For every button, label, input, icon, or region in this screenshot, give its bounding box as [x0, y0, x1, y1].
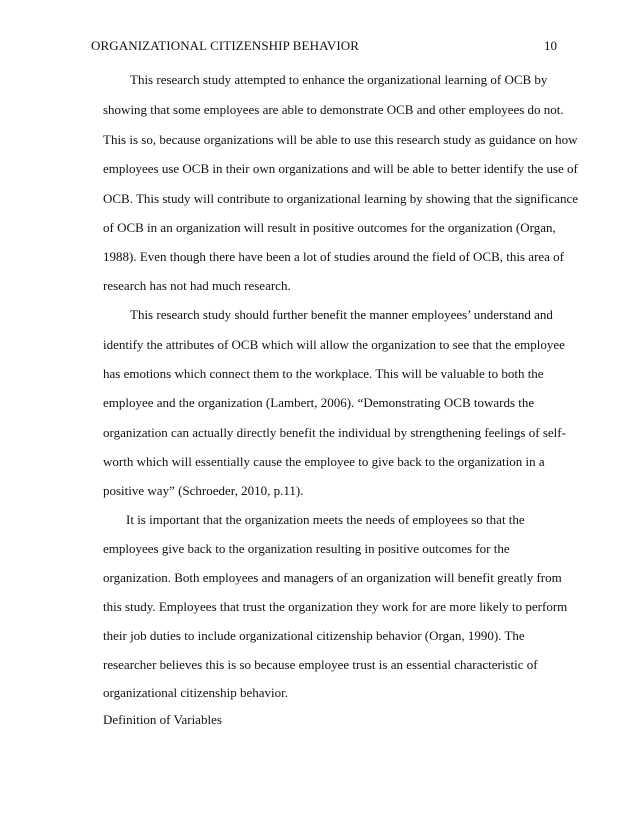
running-head: ORGANIZATIONAL CITIZENSHIP BEHAVIOR: [91, 38, 360, 53]
paragraph-3-line-2: employees give back to the organization resulting in positive outcomes for the: [103, 541, 510, 556]
section-heading: Definition of Variables: [103, 712, 222, 727]
paragraph-3-line-5: their job duties to include organizational citizenship behavior (Organ, 1990). The: [103, 628, 525, 643]
paragraph-1-line-3: This is so, because organizations will be able to use this research study as guidance on how: [103, 132, 578, 147]
paragraph-1-line-5: OCB. This study will contribute to organizational learning by showing that the significance: [103, 191, 579, 206]
paragraph-3-line-4: this study. Employees that trust the organization they work for are more likely to perform: [103, 599, 568, 614]
paragraph-2-line-5: organization can actually directly benefit the individual by strengthening feelings of self-: [103, 425, 566, 440]
paragraph-2-line-7: positive way” (Schroeder, 2010, p.11).: [103, 483, 304, 498]
paragraph-3-line-6: researcher believes this is so because employee trust is an essential characteristic of: [103, 657, 538, 672]
paragraph-1-line-7: 1988). Even though there have been a lot of studies around the field of OCB, this area of: [103, 249, 565, 264]
paragraph-3-line-3: organization. Both employees and managers of an organization will benefit greatly from: [103, 570, 562, 585]
paragraph-1-line-1: This research study attempted to enhance the organizational learning of OCB by: [130, 72, 548, 87]
paragraph-2-line-6: worth which will essentially cause the employee to give back to the organization in a: [103, 454, 545, 469]
paragraph-3-line-1: It is important that the organization meets the needs of employees so that the: [126, 512, 525, 527]
paragraph-1-line-8: research has not had much research.: [103, 278, 291, 293]
paragraph-2-line-2: identify the attributes of OCB which will allow the organization to see that the employee: [103, 337, 565, 352]
paragraph-1-line-4: employees use OCB in their own organizations and will be able to better identify the use of: [103, 161, 578, 176]
paragraph-3-line-7: organizational citizenship behavior.: [103, 685, 288, 700]
paragraph-1-line-6: of OCB in an organization will result in positive outcomes for the organization (Organ,: [103, 220, 556, 235]
page-number: 10: [544, 38, 557, 53]
page-header: [91, 37, 557, 55]
paragraph-1-line-2: showing that some employees are able to demonstrate OCB and other employees do not.: [103, 102, 564, 117]
paragraph-2-line-3: has emotions which connect them to the workplace. This will be valuable to both the: [103, 366, 544, 381]
paragraph-2-line-1: This research study should further benefit the manner employees’ understand and: [130, 307, 553, 322]
paragraph-2-line-4: employee and the organization (Lambert, 2006). “Demonstrating OCB towards the: [103, 395, 535, 410]
